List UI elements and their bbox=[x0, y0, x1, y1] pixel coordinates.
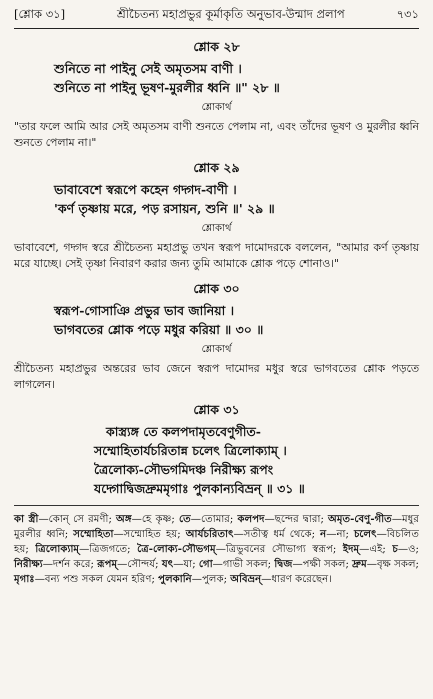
gloss-word: ইদম্ bbox=[342, 543, 360, 555]
gloss-word: দ্বিজ bbox=[274, 558, 293, 570]
gloss-word: মৃগাঃ bbox=[14, 573, 35, 585]
gloss-word: চ bbox=[392, 543, 398, 555]
gloss-word: কা স্ত্রী bbox=[14, 513, 39, 525]
gloss-word: অবিভ্রন্ bbox=[230, 573, 262, 585]
gloss-meaning: —হে কৃষ্ণ; bbox=[131, 514, 179, 525]
gloss-meaning: —বৃক্ষ সকল; bbox=[366, 559, 419, 570]
sanskrit-verse-line: সম্মোহিতার্যচরিতান্ন চলেৎ ত্রিলোক্যাম্ । bbox=[94, 443, 287, 458]
sloka-heading: শ্লোক ৩০ bbox=[193, 281, 240, 296]
sloka-verse-line: ভাবাবেশে স্বরূপে কহেন গদ্গদ-বাণী । bbox=[54, 182, 237, 197]
word-for-word-gloss bbox=[14, 512, 419, 587]
sanskrit-verse-line: যদ্গোদ্বিজদ্রুমমৃগাঃ পুলকান্যবিভ্রন্ ॥ ৩১ ॥ bbox=[94, 481, 305, 496]
sanskrit-verse-line: কাস্ত্র্যঙ্গ তে কলপদামৃতবেণুগীত- bbox=[106, 424, 261, 439]
page-number: ৭৩১ bbox=[396, 7, 419, 21]
gloss-word: তে bbox=[179, 513, 191, 525]
sloka-verse-line: শুনিতে না পাইনু ভূষণ-মুরলীর ধ্বনি ॥" ২৮ ॥ bbox=[54, 80, 280, 95]
header-title: শ্রীচৈতন্য মহাপ্রভুর কূর্মাকৃতি অনুভাব-উন্মাদ প্রলাপ bbox=[116, 7, 345, 21]
translation-label: শ্লোকার্থ bbox=[201, 102, 232, 113]
translation-text: "তার ফলে আমি আর সেই অমৃতসম বাণী শুনতে পেলাম না, এবং তাঁদের ভূষণ ও মুরলীর ধ্বনি শুনতে পেলাম না।" bbox=[14, 120, 419, 149]
gloss-meaning: —ত্রিভুবনের সৌভাগ্য স্বরূপ; bbox=[215, 544, 343, 555]
gloss-word: দ্রুম bbox=[352, 558, 367, 570]
sloka-verse-line: শুনিতে না পাইনু সেই অমৃতসম বাণী । bbox=[54, 61, 242, 76]
sloka-29 bbox=[14, 160, 419, 271]
gloss-meaning: —ও; bbox=[397, 544, 419, 555]
gloss-meaning: —ছন্দের দ্বারা; bbox=[264, 514, 329, 525]
gloss-meaning: —যা; bbox=[173, 559, 199, 570]
gloss-word: অঙ্গ bbox=[116, 513, 132, 525]
gloss-meaning: —পুলক; bbox=[191, 574, 231, 585]
gloss-meaning: —সতীত্ব ধর্ম থেকে; bbox=[233, 529, 321, 540]
gloss-meaning: —না; bbox=[326, 529, 354, 540]
gloss-word: পুলকানি bbox=[158, 573, 192, 585]
sloka-28 bbox=[14, 39, 419, 150]
gloss-word: রূপম্ bbox=[97, 558, 118, 570]
gloss-meaning: —দর্শন করে; bbox=[42, 559, 98, 570]
gloss-word: সম্মোহিতা bbox=[73, 528, 114, 540]
running-header bbox=[14, 6, 419, 29]
sloka-31 bbox=[14, 402, 419, 587]
gloss-meaning: —এই; bbox=[359, 544, 393, 555]
gloss-word: চলেৎ bbox=[353, 528, 377, 540]
gloss-word: গো bbox=[198, 558, 213, 570]
gloss-meaning: —তোমার; bbox=[190, 514, 238, 525]
gloss-word: ত্রিলোক্যাম্ bbox=[35, 543, 80, 555]
gloss-meaning: —মধুর মুরলীর ধ্বনি; bbox=[14, 514, 419, 540]
translation-label: শ্লোকার্থ bbox=[201, 223, 232, 234]
gloss-word: কলপদ bbox=[237, 513, 265, 525]
gloss-meaning: —পক্ষী সকল; bbox=[292, 559, 353, 570]
gloss-word: ত্রৈ-লোক্য-সৌভগম্ bbox=[137, 543, 216, 555]
gloss-meaning: —ধারণ করেছেন। bbox=[261, 574, 332, 585]
header-verse-ref: [শ্লোক ৩১] bbox=[14, 7, 66, 21]
gloss-meaning: —গাভী সকল; bbox=[212, 559, 275, 570]
gloss-word: নিরীক্ষ্য bbox=[14, 558, 43, 570]
sanskrit-verse-line: ত্রৈলোক্য-সৌভগমিদঞ্চ নিরীক্ষ্য রূপং bbox=[94, 462, 274, 477]
gloss-meaning: —বন্য পশু সকল যেমন হরিণ; bbox=[34, 574, 159, 585]
gloss-word: অমৃত-বেণু-গীত bbox=[328, 513, 392, 525]
gloss-meaning: —ত্রিজগতে; bbox=[79, 544, 138, 555]
gloss-meaning: —সৌন্দর্য; bbox=[117, 559, 162, 570]
sloka-30 bbox=[14, 281, 419, 392]
gloss-meaning: —কোন্ সে রমণী; bbox=[38, 514, 117, 525]
translation-text: ভাবাবেশে, গদ্গদ স্বরে শ্রীচৈতন্য মহাপ্রভু তখন স্বরূপ দামোদরকে বললেন, "আমার কর্ণ তৃষ্ণায় মরে যাচ্ছে। সেই তৃষ্ণা নিবারণ করার জন্য তুমি আমাকে শ্লোক পড়ে শোনাও।" bbox=[14, 241, 419, 270]
sloka-verse-line: ভাগবতের শ্লোক পড়ে মধুর করিয়া ॥ ৩০ ॥ bbox=[54, 322, 264, 337]
gloss-meaning: —সম্মোহিত হয়; bbox=[113, 529, 186, 540]
sloka-heading: শ্লোক ২৮ bbox=[193, 39, 240, 54]
gloss-word: ন bbox=[320, 528, 327, 540]
translation-text: শ্রীচৈতন্য মহাপ্রভুর অন্তরের ভাব জেনে স্বরূপ দামোদর মধুর স্বরে ভাগবতের শ্লোক পড়তে লাগলেন। bbox=[14, 362, 419, 391]
sloka-verse-line: স্বরূপ-গোসাঞি প্রভুর ভাব জানিয়া । bbox=[54, 303, 235, 318]
gloss-word: আর্যচরিতাৎ bbox=[185, 528, 234, 540]
gloss-word: যৎ bbox=[161, 558, 174, 570]
divider bbox=[14, 505, 419, 506]
translation-label: শ্লোকার্থ bbox=[201, 344, 232, 355]
sloka-verse-line: 'কর্ণ তৃষ্ণায় মরে, পড় রসায়ন, শুনি ॥' ২৯ ॥ bbox=[54, 201, 275, 216]
sloka-heading: শ্লোক ৩১ bbox=[193, 402, 240, 417]
sloka-heading: শ্লোক ২৯ bbox=[193, 160, 240, 175]
gloss-meaning: —বিচলিত হয়; bbox=[14, 529, 419, 555]
